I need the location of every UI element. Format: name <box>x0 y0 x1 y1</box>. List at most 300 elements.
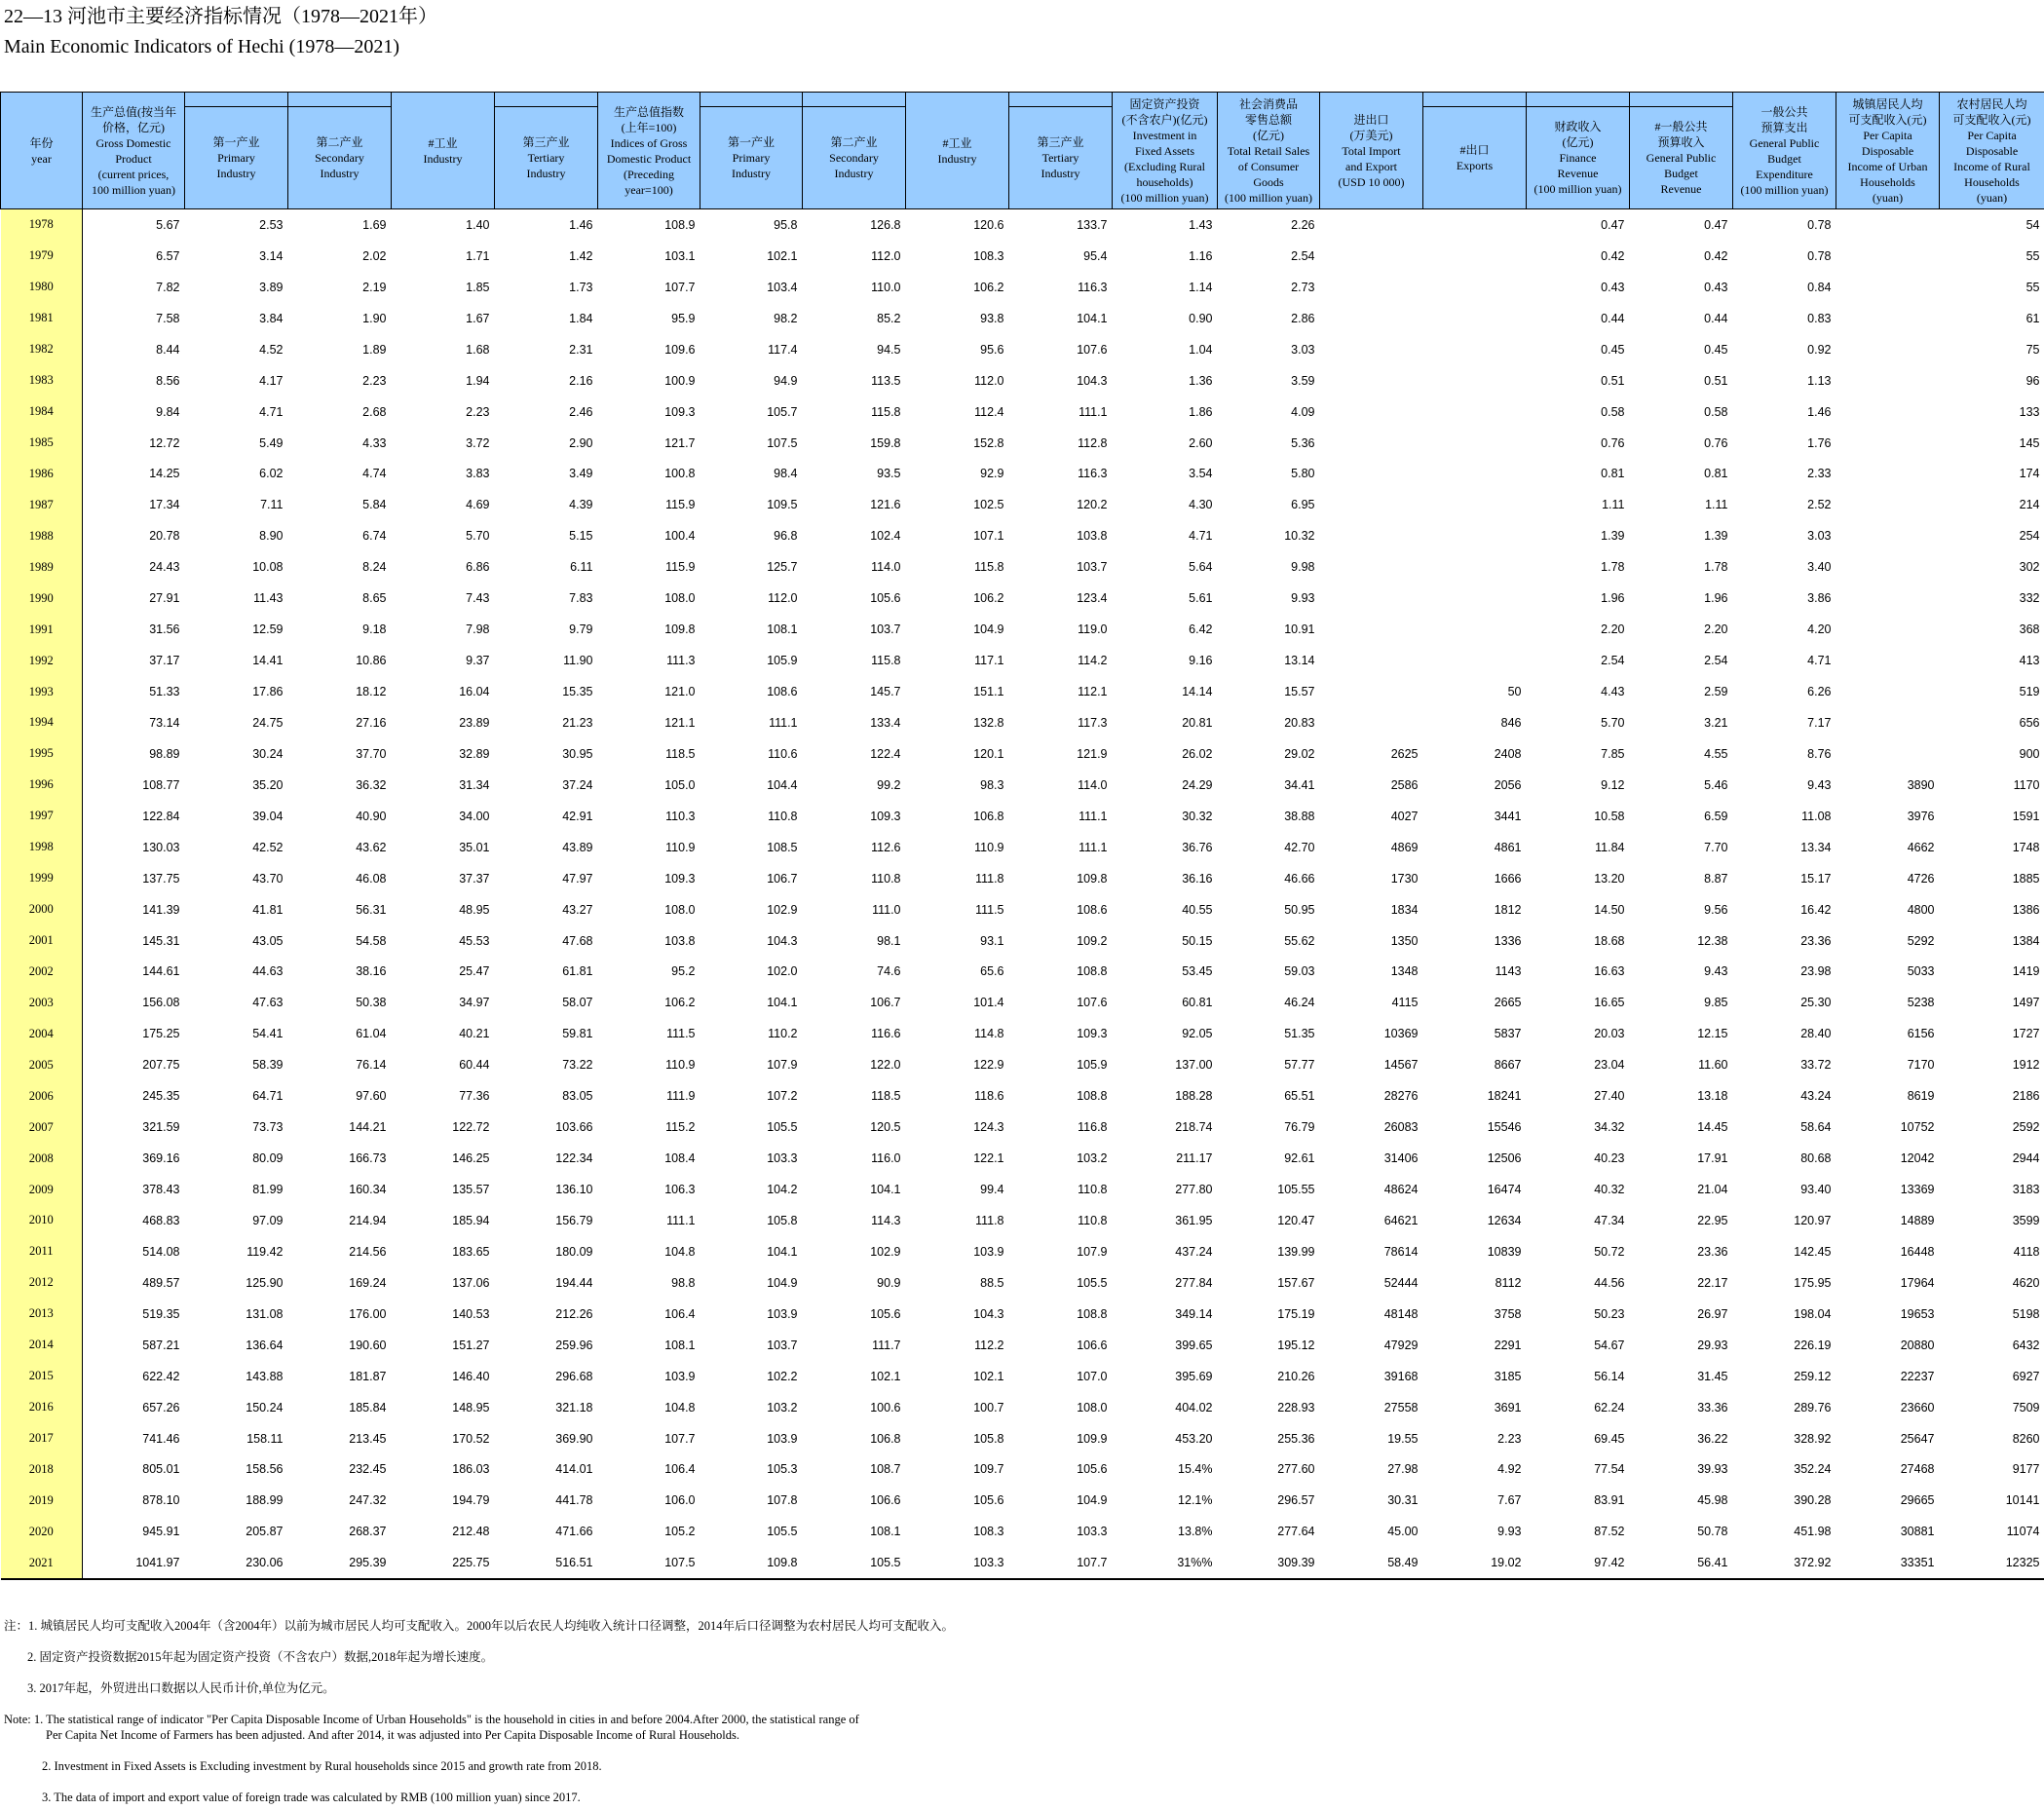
cell-index-secondary: 106.7 <box>870 996 901 1010</box>
cell-retail-sales: 65.51 <box>1284 1089 1315 1104</box>
cell-index-secondary: 121.6 <box>870 498 901 512</box>
cell-public-revenue: 22.95 <box>1697 1213 1728 1227</box>
cell-retail-sales: 9.93 <box>1291 591 1315 606</box>
header-public-expenditure <box>1733 93 1836 209</box>
cell-gdp-tertiary: 103.66 <box>555 1120 593 1135</box>
cell-public-expenditure: 451.98 <box>1794 1525 1832 1539</box>
header-line: Gross Domestic <box>95 135 171 150</box>
cell-index-tertiary: 117.3 <box>1078 715 1108 730</box>
header-line: (Excluding Rural <box>1124 159 1205 173</box>
cell-index-secondary: 98.1 <box>877 933 901 948</box>
cell-index-primary: 108.1 <box>767 622 798 637</box>
cell-retail-sales: 2.54 <box>1291 248 1315 263</box>
cell-gdp-primary: 4.52 <box>259 342 284 357</box>
cell-urban-income: 4800 <box>1907 902 1935 917</box>
header-line: Industry <box>834 167 874 180</box>
cell-finance-revenue: 14.50 <box>1594 902 1625 917</box>
cell-fixed-assets: 1.86 <box>1189 404 1213 419</box>
cell-index-secondary: 105.6 <box>870 591 901 606</box>
cell-finance-revenue: 10.58 <box>1594 809 1625 823</box>
cell-year: 1981 <box>1 303 83 334</box>
cell-gdp-secondary: 97.60 <box>356 1089 387 1104</box>
cell-gdp: 587.21 <box>142 1338 180 1352</box>
cell-rural-income: 54 <box>2025 217 2040 232</box>
cell-urban-income <box>1836 396 1940 428</box>
cell-gdp-industry: 77.36 <box>459 1089 490 1104</box>
cell-rural-income: 1748 <box>2012 840 2040 854</box>
cell-gdp-secondary: 232.45 <box>349 1462 387 1477</box>
cell-gdp-tertiary: 59.81 <box>562 1027 593 1041</box>
cell-exports <box>1423 209 1527 241</box>
cell-import-export <box>1320 396 1423 428</box>
cell-gdp-industry: 31.34 <box>459 777 490 792</box>
cell-gdp-index: 103.8 <box>664 933 696 948</box>
cell-gdp-tertiary: 296.68 <box>555 1369 593 1383</box>
cell-gdp-tertiary: 1.46 <box>569 217 593 232</box>
cell-year: 2018 <box>1 1454 83 1486</box>
header-line: Finance <box>1559 151 1597 165</box>
cell-gdp-secondary: 10.86 <box>356 654 387 668</box>
cell-gdp-industry: 146.40 <box>452 1369 490 1383</box>
cell-gdp-industry: 5.70 <box>466 529 490 544</box>
cell-gdp-primary: 188.99 <box>246 1493 284 1508</box>
cell-exports: 50 <box>1507 685 1522 699</box>
cell-index-primary: 106.7 <box>767 871 798 886</box>
table-row <box>1 1547 2044 1579</box>
cell-fixed-assets: 395.69 <box>1175 1369 1213 1383</box>
cell-index-industry: 120.6 <box>973 217 1004 232</box>
cell-gdp-secondary: 1.69 <box>362 217 387 232</box>
cell-index-primary: 104.9 <box>767 1275 798 1290</box>
cell-public-expenditure: 120.97 <box>1794 1213 1832 1227</box>
cell-gdp-tertiary: 1.84 <box>569 311 593 325</box>
cell-year: 1980 <box>1 272 83 303</box>
cell-exports: 3185 <box>1494 1369 1522 1383</box>
cell-gdp-primary: 43.70 <box>252 871 284 886</box>
cell-gdp-industry: 140.53 <box>452 1306 490 1321</box>
cell-year: 2010 <box>1 1205 83 1236</box>
header-line: 财政收入 <box>1554 120 1602 133</box>
header-finance-revenue-spacer <box>1527 93 1630 107</box>
cell-gdp-tertiary: 47.97 <box>562 871 593 886</box>
header-gdp-index <box>598 93 700 209</box>
header-index-primary-spacer <box>700 93 803 107</box>
cell-finance-revenue: 0.51 <box>1601 373 1625 388</box>
cell-import-export: 1350 <box>1390 933 1419 948</box>
cell-gdp-tertiary: 180.09 <box>555 1244 593 1259</box>
cell-finance-revenue: 0.47 <box>1601 217 1625 232</box>
cell-fixed-assets: 36.16 <box>1182 871 1213 886</box>
header-line: (100 million yuan) <box>1225 190 1312 205</box>
cell-index-industry: 151.1 <box>973 685 1004 699</box>
cell-public-revenue: 12.15 <box>1697 1027 1728 1041</box>
table-row <box>1 1205 2044 1236</box>
cell-gdp-industry: 170.52 <box>452 1431 490 1446</box>
header-line: Industry <box>216 167 256 180</box>
header-retail-sales <box>1218 93 1320 209</box>
cell-index-industry: 106.2 <box>973 280 1004 294</box>
header-line: Disposable <box>1861 143 1914 158</box>
cell-urban-income: 6156 <box>1907 1027 1935 1041</box>
indicators-table <box>0 92 2044 1580</box>
cell-gdp-tertiary: 6.11 <box>570 560 593 575</box>
cell-index-primary: 111.1 <box>769 715 798 730</box>
cell-public-expenditure: 58.64 <box>1800 1120 1832 1135</box>
cell-index-secondary: 104.1 <box>870 1183 901 1197</box>
cell-gdp-primary: 230.06 <box>185 1547 288 1579</box>
cell-finance-revenue: 0.58 <box>1601 404 1625 419</box>
cell-gdp-index: 118.5 <box>665 746 696 761</box>
cell-public-revenue: 6.59 <box>1704 809 1728 823</box>
cell-index-secondary: 114.0 <box>871 560 901 575</box>
cell-index-primary: 125.7 <box>767 560 798 575</box>
cell-gdp-secondary: 5.84 <box>362 498 387 512</box>
cell-finance-revenue: 4.43 <box>1601 685 1625 699</box>
cell-index-industry: 124.3 <box>973 1120 1004 1135</box>
cell-index-tertiary: 104.9 <box>1077 1493 1108 1508</box>
table-body <box>1 209 2044 1580</box>
cell-import-export <box>1320 489 1423 520</box>
cell-gdp: 5.67 <box>156 217 180 232</box>
cell-year: 1989 <box>1 551 83 583</box>
cell-import-export: 27558 <box>1383 1400 1419 1414</box>
cell-fixed-assets: 60.81 <box>1182 996 1213 1010</box>
cell-year: 1979 <box>1 241 83 272</box>
header-line: Budget <box>1664 167 1698 180</box>
cell-gdp-primary: 80.09 <box>252 1151 284 1166</box>
cell-retail-sales: 55.62 <box>1284 933 1315 948</box>
cell-gdp-secondary: 54.58 <box>356 933 387 948</box>
cell-exports <box>1423 645 1527 676</box>
cell-gdp: 17.34 <box>149 498 180 512</box>
cell-fixed-assets: 6.42 <box>1189 622 1213 637</box>
cell-index-industry: 105.6 <box>973 1493 1004 1508</box>
cell-import-export <box>1320 645 1423 676</box>
header-line: Industry <box>526 167 566 180</box>
cell-public-expenditure: 15.17 <box>1800 871 1832 886</box>
cell-gdp-index: 110.9 <box>665 840 696 854</box>
cell-index-tertiary: 123.4 <box>1077 591 1108 606</box>
cell-index-tertiary: 106.6 <box>1077 1338 1108 1352</box>
cell-index-industry: 102.1 <box>973 1369 1004 1383</box>
cell-rural-income: 12325 <box>1940 1547 2044 1579</box>
cell-rural-income: 8260 <box>2012 1431 2040 1446</box>
cell-gdp-index: 110.3 <box>665 809 696 823</box>
cell-gdp-industry: 7.43 <box>466 591 490 606</box>
cell-year: 1983 <box>1 365 83 396</box>
cell-rural-income: 2186 <box>2012 1089 2040 1104</box>
cell-index-primary: 95.8 <box>774 217 798 232</box>
cell-year: 2004 <box>1 1018 83 1049</box>
cell-gdp: 98.89 <box>149 746 180 761</box>
cell-index-primary: 104.4 <box>767 777 798 792</box>
cell-gdp-primary: 205.87 <box>246 1525 284 1539</box>
cell-exports <box>1423 241 1527 272</box>
cell-index-primary: 102.1 <box>767 248 798 263</box>
cell-gdp-primary: 11.43 <box>253 591 284 606</box>
cell-urban-income: 25647 <box>1900 1431 1935 1446</box>
page-title-chinese: 22—13 河池市主要经济指标情况（1978—2021年） <box>4 6 437 27</box>
cell-retail-sales: 210.26 <box>1277 1369 1315 1383</box>
cell-index-primary: 108.6 <box>767 685 798 699</box>
cell-import-export: 19.55 <box>1387 1431 1419 1446</box>
cell-gdp-tertiary: 43.89 <box>562 840 593 854</box>
cell-gdp: 657.26 <box>142 1400 180 1414</box>
cell-gdp-tertiary: 4.39 <box>569 498 593 512</box>
cell-exports <box>1423 396 1527 428</box>
cell-gdp: 878.10 <box>142 1493 180 1508</box>
cell-gdp: 519.35 <box>142 1306 180 1321</box>
cell-gdp-secondary: 185.84 <box>349 1400 387 1414</box>
cell-index-tertiary: 110.8 <box>1078 1213 1108 1227</box>
cell-urban-income <box>1836 209 1940 241</box>
cell-index-industry: 99.4 <box>980 1183 1004 1197</box>
cell-gdp-primary: 158.11 <box>246 1431 284 1446</box>
cell-index-primary: 103.7 <box>767 1338 798 1352</box>
cell-public-expenditure: 198.04 <box>1794 1306 1832 1321</box>
cell-index-primary: 112.0 <box>768 591 798 606</box>
cell-index-primary: 105.7 <box>767 404 798 419</box>
cell-index-tertiary: 114.2 <box>1078 654 1108 668</box>
cell-year: 1996 <box>1 770 83 801</box>
cell-public-expenditure: 1.76 <box>1807 435 1832 450</box>
cell-year: 2001 <box>1 925 83 957</box>
cell-index-tertiary: 103.7 <box>1077 560 1108 575</box>
header-public-revenue-spacer <box>1630 93 1733 107</box>
header-line: 第二产业 <box>316 135 363 149</box>
cell-exports: 9.93 <box>1497 1525 1522 1539</box>
cell-index-tertiary: 95.4 <box>1083 248 1108 263</box>
cell-public-revenue: 50.78 <box>1697 1525 1728 1539</box>
cell-index-industry: 65.6 <box>980 964 1004 979</box>
cell-urban-income <box>1836 707 1940 738</box>
cell-retail-sales: 255.36 <box>1277 1431 1315 1446</box>
cell-gdp-index: 100.8 <box>664 467 696 481</box>
cell-gdp-index: 108.9 <box>664 217 696 232</box>
table-row <box>1 1516 2044 1547</box>
table-row <box>1 707 2044 738</box>
cell-gdp-secondary: 18.12 <box>356 685 387 699</box>
cell-gdp-primary: 54.41 <box>252 1027 284 1041</box>
header-line: 可支配收入(元) <box>1848 112 1927 127</box>
cell-index-tertiary: 112.8 <box>1078 435 1108 450</box>
cell-import-export: 58.49 <box>1320 1547 1423 1579</box>
cell-gdp-secondary: 1.89 <box>362 342 387 357</box>
cell-index-secondary: 105.6 <box>870 1306 901 1321</box>
cell-index-tertiary: 116.3 <box>1078 280 1108 294</box>
cell-rural-income: 1170 <box>2013 777 2040 792</box>
cell-fixed-assets: 0.90 <box>1189 311 1213 325</box>
cell-gdp-index: 108.1 <box>664 1338 696 1352</box>
header-line: Income of Rural <box>1953 159 2030 173</box>
header-index-tertiary-spacer <box>1009 93 1113 107</box>
cell-gdp: 9.84 <box>156 404 180 419</box>
cell-index-industry: 106.2 <box>973 591 1004 606</box>
cell-gdp: 1041.97 <box>83 1547 185 1579</box>
cell-public-expenditure: 0.83 <box>1807 311 1832 325</box>
cell-gdp-industry: 9.37 <box>466 654 490 668</box>
cell-finance-revenue: 77.54 <box>1594 1462 1625 1477</box>
cell-gdp-index: 109.8 <box>664 622 696 637</box>
cell-import-export: 28276 <box>1383 1089 1419 1104</box>
cell-urban-income <box>1836 241 1940 272</box>
cell-gdp-secondary: 40.90 <box>356 809 387 823</box>
cell-gdp-industry: 1.67 <box>466 311 490 325</box>
cell-gdp-secondary: 8.65 <box>362 591 387 606</box>
cell-index-tertiary: 121.9 <box>1077 746 1108 761</box>
cell-public-revenue: 2.54 <box>1704 654 1728 668</box>
cell-exports: 2665 <box>1494 996 1522 1010</box>
header-gdp-industry <box>392 93 495 209</box>
cell-index-tertiary: 103.3 <box>1077 1525 1108 1539</box>
cell-gdp-industry: 34.97 <box>459 996 490 1010</box>
cell-retail-sales: 6.95 <box>1291 498 1315 512</box>
cell-public-revenue: 9.85 <box>1704 996 1728 1010</box>
cell-rural-income: 413 <box>2019 654 2040 668</box>
cell-public-expenditure: 11.08 <box>1801 809 1832 823</box>
cell-gdp-secondary: 9.18 <box>362 622 387 637</box>
cell-index-secondary: 110.0 <box>871 280 901 294</box>
cell-public-revenue: 0.45 <box>1704 342 1728 357</box>
cell-year: 2002 <box>1 957 83 988</box>
cell-index-primary: 102.9 <box>767 902 798 917</box>
cell-fixed-assets: 36.76 <box>1182 840 1213 854</box>
cell-finance-revenue: 87.52 <box>1594 1525 1625 1539</box>
cell-gdp-primary: 81.99 <box>252 1183 284 1197</box>
header-public-revenue <box>1630 107 1733 209</box>
header-line: Secondary <box>829 151 879 165</box>
cell-gdp-secondary: 50.38 <box>356 996 387 1010</box>
cell-public-revenue: 0.43 <box>1704 280 1728 294</box>
header-line: Indices of Gross <box>610 135 688 150</box>
cell-gdp-industry: 4.69 <box>466 498 490 512</box>
table-row <box>1 957 2044 988</box>
cell-gdp-primary: 143.88 <box>246 1369 284 1383</box>
cell-public-revenue: 12.38 <box>1697 933 1728 948</box>
cell-public-revenue: 0.42 <box>1704 248 1728 263</box>
cell-gdp: 27.91 <box>149 591 180 606</box>
header-line: 固定资产投资 <box>1129 96 1200 111</box>
cell-public-expenditure: 9.43 <box>1807 777 1832 792</box>
header-fixed-assets <box>1113 93 1218 209</box>
cell-finance-revenue: 9.12 <box>1601 777 1625 792</box>
cell-index-secondary: 111.7 <box>872 1338 901 1352</box>
cell-gdp-industry: 1.40 <box>466 217 490 232</box>
table-row <box>1 1143 2044 1174</box>
cell-import-export <box>1320 520 1423 551</box>
cell-index-industry: 114.8 <box>974 1027 1004 1041</box>
cell-public-expenditure: 289.76 <box>1794 1400 1832 1414</box>
cell-gdp-industry: 35.01 <box>459 840 490 854</box>
cell-gdp-secondary: 37.70 <box>356 746 387 761</box>
cell-finance-revenue: 0.81 <box>1601 467 1625 481</box>
cell-rural-income: 4620 <box>2012 1275 2040 1290</box>
cell-finance-revenue: 5.70 <box>1601 715 1625 730</box>
cell-finance-revenue: 69.45 <box>1594 1431 1625 1446</box>
cell-gdp-index: 108.4 <box>664 1151 696 1166</box>
cell-rural-income: 1591 <box>2012 809 2040 823</box>
cell-urban-income <box>1836 489 1940 520</box>
cell-import-export: 4869 <box>1390 840 1419 854</box>
cell-index-primary: 103.3 <box>767 1151 798 1166</box>
header-line: 第三产业 <box>522 135 570 149</box>
header-line: (不含农户)(亿元) <box>1121 112 1208 127</box>
cell-index-secondary: 112.6 <box>871 840 901 854</box>
cell-index-secondary: 115.8 <box>871 404 901 419</box>
cell-index-industry: 106.8 <box>973 809 1004 823</box>
cell-gdp-industry: 148.95 <box>452 1400 490 1414</box>
cell-index-industry: 107.1 <box>973 529 1004 544</box>
cell-public-expenditure: 259.12 <box>1794 1369 1832 1383</box>
cell-gdp-primary: 43.05 <box>252 933 284 948</box>
cell-fixed-assets: 437.24 <box>1175 1244 1213 1259</box>
cell-fixed-assets: 137.00 <box>1175 1058 1213 1073</box>
cell-public-revenue: 36.22 <box>1697 1431 1728 1446</box>
header-line: General Public <box>1749 135 1820 150</box>
cell-retail-sales: 296.57 <box>1277 1493 1315 1508</box>
header-line: year=100) <box>625 182 673 197</box>
cell-index-primary: 110.8 <box>768 809 798 823</box>
cell-gdp-index: 106.2 <box>664 996 696 1010</box>
cell-gdp-tertiary: 3.49 <box>569 467 593 481</box>
header-line: 可支配收入(元) <box>1952 112 2031 127</box>
cell-retail-sales: 228.93 <box>1277 1400 1315 1414</box>
cell-urban-income: 16448 <box>1900 1244 1935 1259</box>
cell-gdp-index: 111.1 <box>666 1213 696 1227</box>
cell-gdp-industry: 37.37 <box>459 871 490 886</box>
cell-fixed-assets: 5.61 <box>1189 591 1213 606</box>
cell-public-expenditure: 8.76 <box>1807 746 1832 761</box>
header-line: Per Capita <box>1967 128 2017 142</box>
cell-index-industry: 111.5 <box>975 902 1004 917</box>
cell-rural-income: 2944 <box>2012 1151 2040 1166</box>
header-line: 第一产业 <box>727 135 775 149</box>
cell-rural-income: 1419 <box>2012 964 2040 979</box>
table-row <box>1 770 2044 801</box>
cell-gdp-secondary: 214.94 <box>349 1213 387 1227</box>
cell-gdp-industry: 40.21 <box>459 1027 490 1041</box>
cell-index-secondary: 113.5 <box>871 373 901 388</box>
cell-gdp-secondary: 190.60 <box>349 1338 387 1352</box>
cell-public-revenue: 39.93 <box>1697 1462 1728 1477</box>
cell-index-secondary: 118.5 <box>871 1089 901 1104</box>
cell-exports <box>1423 334 1527 365</box>
cell-index-industry: 115.8 <box>974 560 1004 575</box>
cell-urban-income <box>1836 738 1940 770</box>
cell-index-secondary: 122.0 <box>870 1058 901 1073</box>
cell-index-secondary: 111.0 <box>872 902 901 917</box>
table-row <box>1 925 2044 957</box>
cell-index-primary: 98.2 <box>774 311 798 325</box>
cell-index-secondary: 93.5 <box>877 467 901 481</box>
cell-gdp-primary: 41.81 <box>252 902 284 917</box>
cell-gdp: 24.43 <box>149 560 180 575</box>
cell-gdp-tertiary: 5.15 <box>569 529 593 544</box>
cell-rural-income: 900 <box>2019 746 2040 761</box>
cell-rural-income: 1384 <box>2012 933 2040 948</box>
cell-fixed-assets: 349.14 <box>1175 1306 1213 1321</box>
cell-index-tertiary: 109.2 <box>1077 933 1108 948</box>
cell-index-secondary: 100.6 <box>870 1400 901 1414</box>
header-line: Fixed Assets <box>1134 143 1194 158</box>
cell-index-secondary: 112.0 <box>871 248 901 263</box>
header-line: Total Retail Sales <box>1227 143 1310 158</box>
cell-index-primary: 105.5 <box>767 1120 798 1135</box>
cell-rural-income: 656 <box>2019 715 2040 730</box>
cell-index-primary: 102.2 <box>767 1369 798 1383</box>
header-line: Disposable <box>1965 143 2019 158</box>
cell-index-secondary: 108.7 <box>870 1462 901 1477</box>
